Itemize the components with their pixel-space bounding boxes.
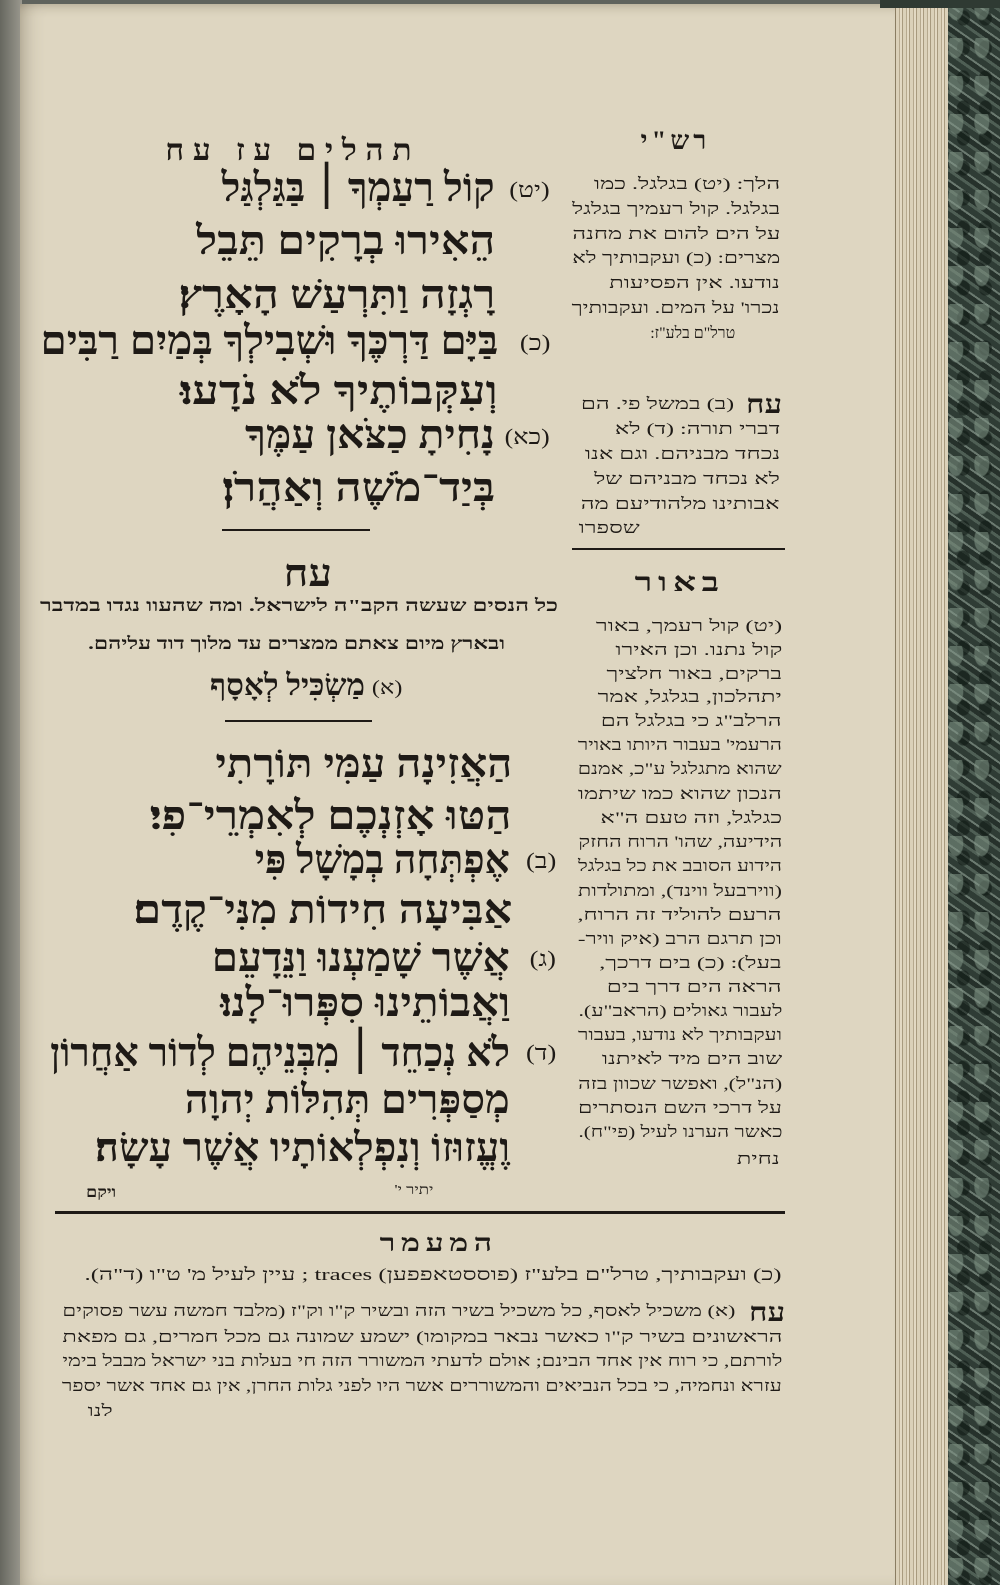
rashi-line [578,419,780,441]
biur-line [578,735,782,757]
rashi-line-text: לא נכחד מבניהם של [594,471,780,488]
footnote-divider [55,1211,785,1214]
verse-number [520,847,556,875]
psalm-77-line [245,410,495,460]
biur-line [578,711,782,733]
biur-line [578,929,782,951]
hameamer-line [85,1400,113,1424]
biur-line [578,1074,782,1096]
psalm-77-line [222,163,495,213]
verse-number-label: (יט) [509,177,550,202]
rashi-line [572,174,780,196]
biur-line-text: כאשר הערנו לעיל (פי"ח). [578,1124,782,1141]
chapter-summary-text: כל הנסים שעשה הקב"ה לישראל. ומה שהעוו נגדו במדבר [40,596,558,615]
verse-number-label: (ג) [529,946,556,971]
chapter-summary-line [88,632,505,656]
biur-line [578,881,782,903]
psalm-line-text: וֶעֱזוּזוֹ וְנִפְלְאוֹתָיו אֲשֶׁר עָשָׂה׃ [95,1125,510,1170]
biur-line [578,1025,782,1047]
psalm-77-line [178,270,495,320]
psalm-line-text: אֶפְתְּחָה בְמָשָׁל פִּי [255,837,510,882]
biur-line [578,977,782,999]
biur-line-text: קול נתנו. וכן האירו [614,642,782,659]
biur-line-text: ברקים, באור חלציך [606,666,782,683]
rashi-line [572,273,780,295]
rashi-line-text: נכרו' על המים. ועקבותיך [572,300,780,317]
superscription [210,667,365,705]
rashi-line [578,469,780,491]
biur-heading [635,567,725,599]
hameamer-heading-text: המעמר [380,1231,498,1257]
book-gutter-edge [0,0,22,1585]
verse-number-label: (ד) [525,1040,556,1065]
verse-number [368,674,402,702]
biur-line-text: כגלגל, וזה טעם ה"א [600,810,782,827]
chapter-number [262,552,332,596]
biur-line-text: (הנ"ל), ואפשר שכוון בזה [578,1076,782,1093]
rashi-heading [640,125,710,157]
biur-line [578,687,782,709]
psalm-77-line [40,316,498,366]
biur-line-text: הידוע הסובב את כל בגלגל [578,858,782,875]
rashi-line [578,494,780,516]
biur-line [578,759,782,781]
psalm-line-text: בַּיָּם דַּרְכֶּךָ וּשְׁבִילְךָ בְּמַיִם רַבִּים [40,318,498,363]
hameamer-line [62,1350,782,1374]
rashi-line-text: הלך: (יט) בגלגל. כמו [593,176,780,193]
psalm-line-text: הֵאִירוּ בְרָקִים תֵּבֵל [196,218,495,263]
biur-line-text: הרעם להוליד זה הרוח, [578,907,782,924]
psalm-77-line [196,216,495,266]
biur-line-text: בעל): (כ) בים דרכך, [599,955,782,972]
hameamer-note [85,1263,782,1287]
psalm-line-text: וַאֲבוֹתֵינוּ סִפְּרוּ־לָנוּ׃ [220,980,510,1025]
biur-line [578,1049,782,1071]
verse-number [520,1039,556,1067]
psalm-78-line [185,1075,510,1125]
biur-line [578,664,782,686]
biur-line [578,640,782,662]
biur-line-text: הרעמי' בעבור היותו באויר [578,737,782,754]
verse-number-label: (כ) [519,330,550,355]
hameamer-line-text: הראשונים בשיר ק"ו כאשר נבאר במקומו) ישמע שמונה גם מכל חמרים, גם מפאת [62,1329,782,1346]
biur-line [578,1122,782,1144]
section-divider [225,720,372,722]
biur-line [578,856,782,878]
marbled-book-edge [948,0,1000,1585]
hameamer-chapter-label-text: עח [748,1298,785,1327]
chapter-summary-line [40,594,558,618]
psalm-line-text: אַבִּיעָה חִידוֹת מִנִּי־קֶדֶם׃ [133,887,512,932]
hameamer-line [62,1375,782,1399]
verse-number-label: (א) [371,677,402,699]
rashi-line [572,224,780,246]
psalm-78-line [50,1028,510,1078]
superscription-text: מַשְׂכִּיל לְאָסָף [210,669,365,702]
running-title-text: תהלים עז עח [165,134,420,167]
hameamer-line [62,1300,735,1324]
section-divider [222,529,370,531]
biur-line-text: יתהלכון, בגלגל, אמר [597,689,782,706]
biur-line-text: הידיעה, שהו' הרוח החזק [578,834,782,851]
biur-line [578,784,782,806]
biur-line-text: הנכון שהוא כמו שיתמו [578,786,782,803]
hameamer-heading [380,1228,498,1260]
biur-line [578,616,782,638]
biur-heading-text: באור [635,568,725,597]
psalm-line-text: קוֹל רַעַמְךָ ׀ בַּגַּלְגַּל [222,165,495,210]
verse-number [520,945,556,973]
rashi-line [650,323,735,345]
psalm-78-line [150,791,512,841]
psalm-line-text: רָגְזָה וַתִּרְעַשׁ הָאָרֶץ׃ [178,272,495,317]
hameamer-line [62,1326,782,1350]
psalm-line-text: הַטּוּ אָזְנְכֶם לְאִמְרֵי־פִי׃ [150,793,512,838]
psalm-line-text: הַאֲזִינָה עַמִּי תּוֹרָתִי [215,741,512,786]
biur-line [578,953,782,975]
hameamer-line-text: עזרא ונחמיה, כי בכל הנביאים והמשוררים אשר היו לפני גלות החרן, אין גם אחד אשר יספר [62,1378,782,1395]
chapter-summary-text: ובארץ מיום צאתם ממצרים עד מלוך דוד עליהם. [88,634,505,653]
biur-line-text: שהוא מתגלגל ע"כ, אמנם [578,761,782,778]
biur-line [735,1149,780,1171]
rashi-line [572,199,780,221]
hameamer-line-text: לנו [87,1403,113,1420]
psalm-77-line [180,366,498,416]
rashi-line-text: שספרו [578,520,640,537]
rashi-line-text: על הים להום את מחנה [572,226,780,243]
biur-line-text: וכן תרגם הרב (איק וויר- [578,931,782,948]
catchword [76,1183,116,1203]
rashi-line-text: בגלגל. קול רעמיך בגלגל [572,201,780,218]
rashi-line-text: (ב) במשל פי. הם [580,396,734,413]
biur-line-text: הראה הים דרך בים [607,979,782,996]
rashi-line-text: טרל"ם בלע"ז: [650,325,735,342]
rashi-line [578,394,734,416]
psalm-78-line [212,933,510,983]
book-top-edge [880,0,1000,8]
psalm-line-text: אֲשֶׁר שָׁמַעְנוּ וַנֵּדָעֵם [212,935,510,980]
psalm-78-line [215,739,512,789]
chapter-number-text: עח [283,553,332,595]
biur-line-text: שוב הים מיד לאיתנו [601,1051,782,1068]
signature-mark [378,1181,433,1201]
psalm-78-line [220,978,510,1028]
page-edges-stack [895,6,951,1585]
column-divider [572,548,785,550]
biur-line [578,1001,782,1023]
hameamer-line-text: (א) משכיל לאסף, כל משכיל בשיר הזה ובשיר ק"ו וק"ז (מלבד חמשה עשר פסוקים [62,1303,735,1320]
biur-line [578,905,782,927]
rashi-line [572,298,780,320]
biur-line-text: הרלב"ג כי בגלגל הם [601,713,782,730]
hameamer-note-text: (כ) ועקבותיך, טרל"ם בלע"ז (פוססטאפפען) traces ; עיין לעיל מ' ט"ו (ד"ה). [85,1265,782,1284]
biur-line-text: נחית [737,1151,780,1168]
biur-line [578,808,782,830]
psalm-78-line [95,1123,510,1173]
biur-line-text: ועקבותיך לא נודעו, בעבור [578,1027,782,1044]
biur-line-text: על דרכי השם הנסתרים [578,1100,782,1117]
rashi-line [578,444,780,466]
psalm-78-line [133,885,512,935]
rashi-line-text: מצרים: (כ) ועקבותיך לא [572,250,780,267]
psalm-78-line [255,835,510,885]
psalm-line-text: מְסַפְּרִים תְּהִלּוֹת יְהוָה [184,1077,510,1122]
rashi-line [578,518,640,540]
verse-number [505,176,550,204]
verse-number-label: (כא) [505,424,550,449]
hameamer-line-text: לורתם, כי רוח אין אחד הבינם; אולם לדעתי המשורר הזה חי בעלות בני ישראל מבבל בימי [62,1353,782,1370]
hameamer-chapter-label [738,1297,785,1329]
biur-line [578,832,782,854]
biur-line [578,1098,782,1120]
psalm-line-text: וְעִקְּבוֹתֶיךָ לֹא נֹדָעוּ׃ [180,368,498,413]
psalm-77-line [222,463,495,513]
verse-number [505,423,550,451]
catchword-text: ויקם [85,1185,116,1201]
rashi-chapter-label [738,389,782,421]
rashi-line-text: נודעו. אין הפסיעות [609,275,780,292]
psalm-line-text: לֹא נְכַחֵד ׀ מִבְּנֵיהֶם לְדוֹר אַחֲרוֹן [50,1030,510,1075]
signature-mark-text: יתיר י' [394,1183,433,1198]
biur-line-text: (ווירבעל ווינד), ומתולדות [578,883,782,900]
rashi-line-text: אבותינו מלהודיעם מה [581,496,780,513]
verse-number-label: (ב) [525,848,556,873]
psalm-line-text: בְּיַד־מֹשֶׁה וְאַהֲרֹן׃ [222,465,495,510]
psalm-line-text: נָחִיתָ כַצֹּאן עַמֶּךָ [244,412,495,457]
rashi-chapter-label-text: עח [745,390,782,419]
rashi-line-text: דברי תורה: (ד) לא [614,421,780,438]
rashi-line [572,248,780,270]
verse-number [513,329,550,357]
biur-line-text: לעבור גאולים (הראב"ע). [578,1003,782,1020]
rashi-heading-text: רש"י [640,126,710,155]
rashi-line-text: נכחד מבניהם. וגם אנו [584,446,780,463]
biur-line-text: (יט) קול רעמך, באור [595,618,782,635]
